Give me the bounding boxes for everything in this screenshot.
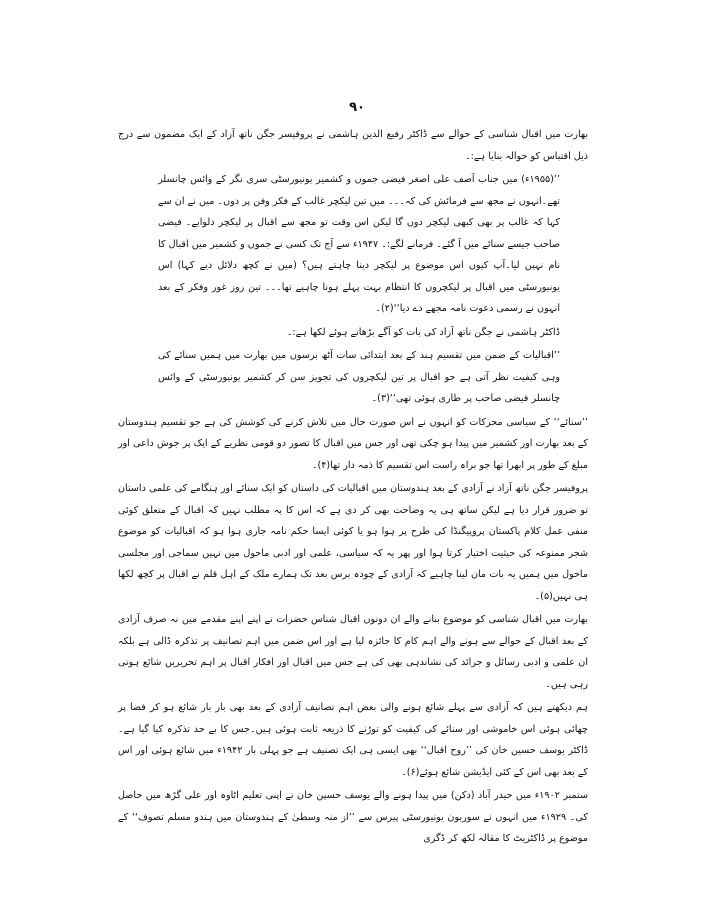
paragraph: ستمبر ۱۹۰۲ء میں حیدر آباد (دکن) میں پیدا ہونے والے یوسف حسین خان نے اپنی تعلیم اٹاوہ اور علی گڑھ میں حاصل کی۔ ۱۹۲۹ء میں انہوں نے سوربون یونیورسٹی پیرس سے ’’از منہ وسطیٰ کے ہندوستان میں ہندو مسلم تصوف‘‘ کے موضوع پر ڈاکٹریٹ کا مقالہ لکھ کر ڈگری [118,790,589,844]
block-quote: ڈاکٹر ہاشمی نے جگن ناتھ آزاد کی بات کو آگے بڑھاتے ہوئے لکھا ہے:۔ [286,326,560,338]
paragraph: بھارت میں اقبال شناسی کو موضوع بنانے والے ان دونوں اقبال شناس حضرات نے اپنے اپنے مقدمے میں نہ صرف آزادی کے بعد اقبال کے حوالے سے ہونے والے اہم کام کا جائزہ لیا ہے اور اس ضمن میں اہم تصانیف پر تذکرہ ڈالی ہے بلکہ ان علمی و ادبی رسائل و جرائد کی نشاندہی بھی کی ہے جس میں اقبال اور افکار اقبال پر اہم تحریریں شائع ہوتی رہی ہیں۔ [118,614,588,690]
paragraph: بھارت میں اقبال شناسی کے حوالے سے ڈاکٹر رفیع الدین ہاشمی نے پروفیسر جگن ناتھ آزاد کے ایک مضمون سے درج ذیل اقتباس کو حوالہ بنایا ہے:۔ [118,129,588,162]
document-body [118,124,588,852]
block-quote: ’’اقبالیات کے ضمن میں تقسیم ہند کے بعد ابتدائی سات آٹھ برسوں میں بھارت میں ہمیں سنائے کی وہی کیفیت نظر آتی ہے جو اقبال پر تین لیکچروں کی تجویز سن کر کشمیر یونیورسٹی کے وائس چانسلر فیضی صاحب پر طاری ہوئی تھی‘‘(۳)۔ [158,350,560,404]
paragraph: پروفیسر جگن ناتھ آزاد نے آزادی کے بعد ہندوستان میں اقبالیات کی داستان کو ایک سنائے اور ہنگامے کی علمی داستان تو ضرور قرار دیا ہے لیکن ساتھ ہی یہ وضاحت بھی کر دی ہے کہ اس کا یہ مطلب نہیں کہ اقبال کے متعلق کوئی منفی عمل کلام پاکستان پروپیگنڈا کی طرح پر ہوا ہو یا کوئی ایسا حکم نامہ جاری ہوا ہو کہ اقبالیات کو موضوع شجر ممنوعہ کی حیثیت اختیار کرتا ہوا اور پھر یہ کہ سیاسی، علمی اور ادبی ماحول میں نہیں سماجی اور مجلسی ماحول میں ہمیں یہ بات مان لینا چاہیے کہ آزادی کے چودہ برس بعد تک ہمارے ملک کے اہل قلم نے اقبال پر کچھ لکھا ہی نہیں(۵)۔ [118,483,588,602]
page-number: ۹۰ [349,100,365,115]
paragraph: ہم دیکھتے ہیں کہ آزادی سے پہلے شائع ہونے والی بعض اہم تصانیف آزادی کے بعد بھی بار بار شائع ہو کر فضا پر چھائی ہوئی اس خاموشی اور سنائے کی کیفیت کو توڑنے کا ذریعہ ثابت ہوئی ہیں۔جس کا بے حد تذکرہ کیا گیا ہے۔ ڈاکٹر یوسف حسین خان کی ’’روح اقبال‘‘ بھی ایسی ہی ایک تصنیف ہے جو پہلی بار ۱۹۴۲ء میں شائع ہوئی اور اس کے بعد بھی اس کے کئی ایڈیشن شائع ہوئے(۶)۔ [118,702,589,778]
paragraph: ’’سنائے‘‘ کے سیاسی محرکات کو انہوں نے اس صورت حال میں تلاش کرنے کی کوشش کی ہے جو تقسیم ہندوستان کے بعد بھارت اور کشمیر میں پیدا ہو چکی تھی اور جس میں اقبال کا تصور دو قومی نظریے کے ایک پر جوش داعی اور مبلغ کے طور پر ابھرا تھا جو براہ راست اس تقسیم کا ذمہ دار تھا(۴)۔ [118,416,588,471]
block-quote: ’’(۱۹۵۵ء) میں جناب آصف علی اصغر فیضی جموں و کشمیر یونیورسٹی سری نگر کے وائس چانسلر تھے۔انہوں نے مجھ سے فرمائش کی کہ۔۔۔ میں تین لیکچر غالب کے فکر وفن پر دوں۔ میں نے ان سے کہا کہ غالب پر بھی کبھی لیکچر دوں گا لیکن اس وقت تو مجھ سے اقبال پر لیکچر دلوایے۔ فیضی صاحب جیسے سنائے میں آ گئے۔ فرمانے لگے:۔ ۱۹۴۷ء سے آج تک کسی نے جموں و کشمیر میں اقبال کا نام نہیں لیا۔آپ کیوں اس موضوع پر لیکچر دینا چاہتے ہیں؟ (میں نے کچھ دلائل دیے کہا) اس یونیورسٹی میں اقبال پر لیکچروں کا انتظام بہت پہلے ہونا چاہیے تھا۔۔۔ تین روز غور وفکر کے بعد انہوں نے رسمی دعوت نامہ مجھے دے دیا‘‘(۲)۔ [158,174,560,314]
